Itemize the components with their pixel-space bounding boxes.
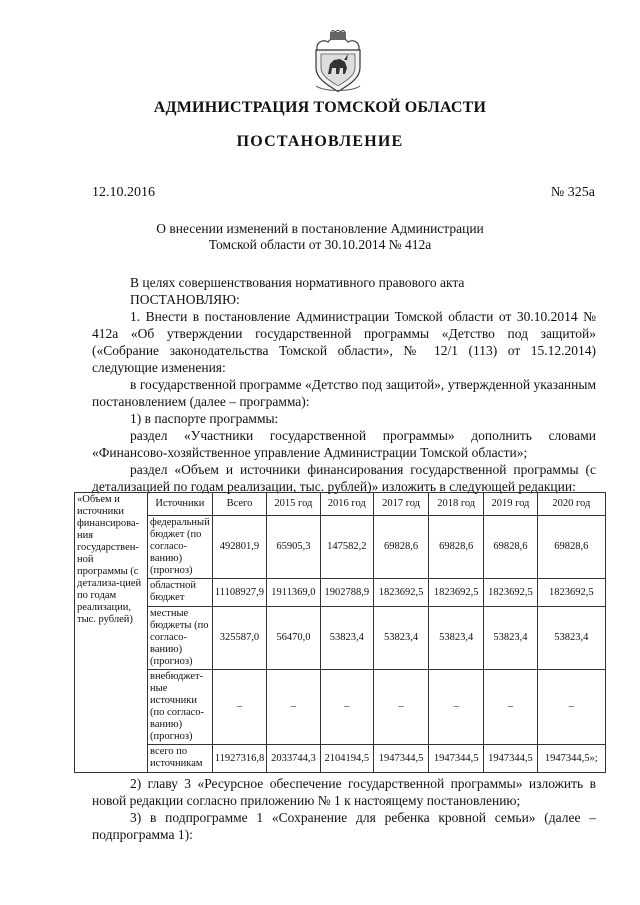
value-cell: – (484, 670, 537, 745)
table-row (75, 745, 606, 773)
table-header-cell: 2018 год (429, 493, 484, 516)
source-cell: всего по источникам (148, 745, 213, 773)
table-header-cell: 2015 год (267, 493, 320, 516)
value-cell: 56470,0 (267, 607, 320, 670)
value-cell: – (212, 670, 267, 745)
value-cell: 69828,6 (537, 516, 605, 579)
source-cell: внебюджет-ные источники (по согласо-ванию) (прогноз) (148, 670, 213, 745)
value-cell: 69828,6 (373, 516, 428, 579)
value-cell: 1823692,5 (484, 579, 537, 607)
paragraph: 1) в паспорте программы: (130, 411, 279, 426)
subject-line-2: Томской области от 30.10.2014 № 412а (208, 237, 432, 252)
paragraph: в государственной программе «Детство под защитой», утвержденной указанным постановлением (далее – программа): (92, 377, 596, 409)
document-body (92, 274, 596, 495)
document-body-continued (92, 775, 596, 843)
value-cell: 53823,4 (373, 607, 428, 670)
value-cell: 1947344,5 (484, 745, 537, 773)
value-cell: 1902788,9 (320, 579, 373, 607)
document-number: № 325а (550, 185, 595, 200)
document-subject (0, 221, 640, 253)
table-row (75, 516, 606, 579)
financing-table (74, 492, 606, 773)
paragraph: В целях совершенствования нормативного правового акта (130, 275, 465, 290)
value-cell: – (267, 670, 320, 745)
value-cell: – (537, 670, 605, 745)
value-cell: 53823,4 (537, 607, 605, 670)
value-cell: 2104194,5 (320, 745, 373, 773)
table-header-row (75, 493, 606, 516)
coat-of-arms-icon (312, 30, 364, 94)
value-cell: 53823,4 (429, 607, 484, 670)
table-row (75, 670, 606, 745)
subject-line-1: О внесении изменений в постановление Администрации (156, 221, 484, 236)
table-header-cell: 2019 год (484, 493, 537, 516)
value-cell: 1823692,5 (537, 579, 605, 607)
table-header-cell: Источники (148, 493, 213, 516)
value-cell: 1823692,5 (373, 579, 428, 607)
paragraph: раздел «Объем и источники финансирования государственной программы (с детализацией по годам реализации, тыс. рублей)» изложить в следующей редакции: (92, 462, 596, 494)
value-cell: 325587,0 (212, 607, 267, 670)
value-cell: 1947344,5 (429, 745, 484, 773)
value-cell: – (429, 670, 484, 745)
value-cell: – (373, 670, 428, 745)
table-header-cell: Всего (212, 493, 267, 516)
paragraph: 1. Внести в постановление Администрации Томской области от 30.10.2014 № 412а «Об утверждении государственной программы «Детство под защитой» («Собрание законодательства Томской области», № 12/1 (113) от 15.12.2014) следующие изменения: (92, 309, 596, 375)
paragraph: ПОСТАНОВЛЯЮ: (130, 292, 240, 307)
value-cell: 1823692,5 (429, 579, 484, 607)
value-cell: 11108927,9 (212, 579, 267, 607)
value-cell: 2033744,3 (267, 745, 320, 773)
value-cell: – (320, 670, 373, 745)
table-header-cell: 2020 год (537, 493, 605, 516)
value-cell: 1947344,5 (373, 745, 428, 773)
table-header-cell: 2017 год (373, 493, 428, 516)
source-cell: областной бюджет (148, 579, 213, 607)
organization-title: АДМИНИСТРАЦИЯ ТОМСКОЙ ОБЛАСТИ (153, 99, 487, 116)
table-header-cell: 2016 год (320, 493, 373, 516)
table-lead-cell: «Объем и источники финансирова-ния государствен-ной программы (с детализа-цией по годам реализации, тыс. рублей) (75, 493, 148, 773)
value-cell: 1947344,5»; (537, 745, 605, 773)
value-cell: 69828,6 (484, 516, 537, 579)
value-cell: 53823,4 (484, 607, 537, 670)
value-cell: 65905,3 (267, 516, 320, 579)
document-date: 12.10.2016 (92, 185, 155, 200)
value-cell: 11927316,8 (212, 745, 267, 773)
table-row (75, 607, 606, 670)
source-cell: федеральный бюджет (по согласо-ванию) (прогноз) (148, 516, 213, 579)
source-cell: местные бюджеты (по согласо-ванию) (прогноз) (148, 607, 213, 670)
value-cell: 1911369,0 (267, 579, 320, 607)
table-row (75, 579, 606, 607)
paragraph: 2) главу 3 «Ресурсное обеспечение государственной программы» изложить в новой редакции согласно приложению № 1 к настоящему постановлению; (92, 776, 596, 808)
value-cell: 147582,2 (320, 516, 373, 579)
paragraph: 3) в подпрограмме 1 «Сохранение для ребенка кровной семьи» (далее – подпрограмма 1): (92, 810, 596, 842)
paragraph: раздел «Участники государственной программы» дополнить словами «Финансово-хозяйственное управление Администрации Томской области»; (92, 428, 596, 460)
value-cell: 492801,9 (212, 516, 267, 579)
document-type: ПОСТАНОВЛЕНИЕ (236, 133, 404, 150)
value-cell: 53823,4 (320, 607, 373, 670)
value-cell: 69828,6 (429, 516, 484, 579)
